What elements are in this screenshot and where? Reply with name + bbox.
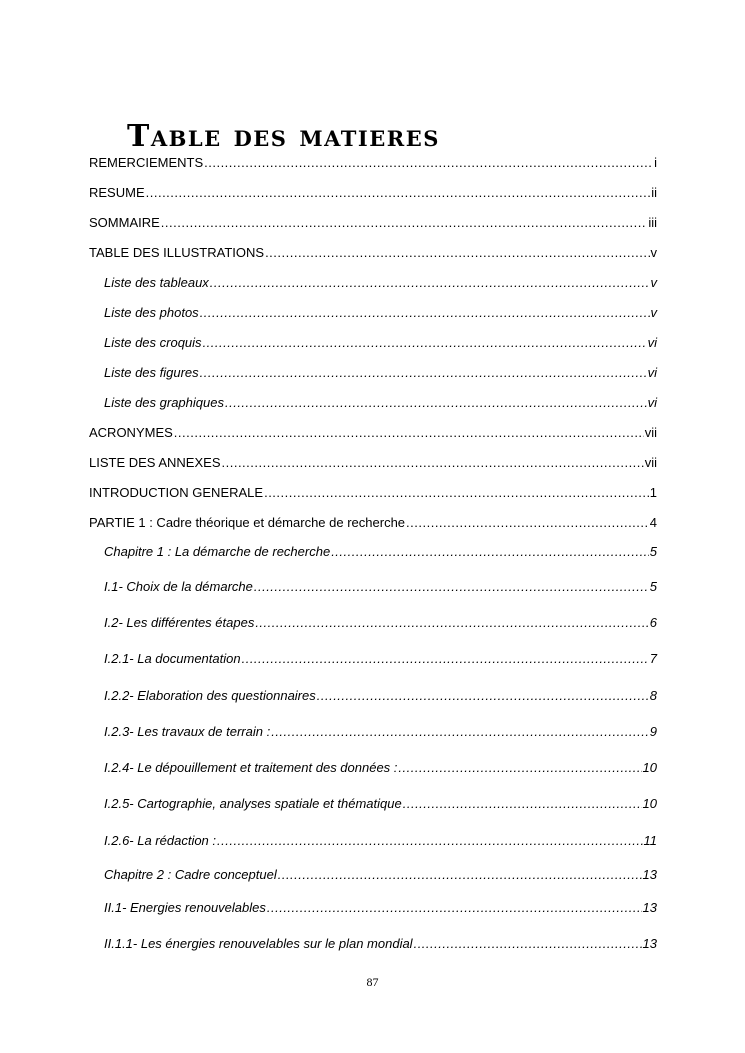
toc-entry[interactable] bbox=[89, 423, 657, 443]
toc-entry-label: I.2.6- La rédaction : bbox=[104, 833, 217, 848]
toc-entry[interactable] bbox=[89, 483, 657, 503]
toc-entry-page: vi bbox=[647, 365, 657, 380]
toc-entry-page: vii bbox=[644, 425, 657, 440]
toc-entry-label: I.2.4- Le dépouillement et traitement des données : bbox=[104, 760, 398, 775]
toc-subentry[interactable] bbox=[104, 649, 657, 669]
toc-dot-leader bbox=[241, 649, 649, 669]
toc-entry-page: 13 bbox=[642, 936, 657, 951]
toc-entry-page: iii bbox=[648, 215, 657, 230]
toc-entry-page: 8 bbox=[649, 688, 657, 703]
toc-entry-label: Liste des photos bbox=[104, 305, 199, 320]
toc-dot-leader bbox=[199, 363, 647, 383]
toc-subentry[interactable] bbox=[104, 831, 657, 851]
toc-dot-leader bbox=[263, 483, 649, 503]
toc-dot-leader bbox=[270, 722, 649, 742]
toc-dot-leader bbox=[405, 513, 649, 533]
toc-dot-leader bbox=[402, 794, 642, 814]
toc-dot-leader bbox=[160, 213, 648, 233]
toc-subentry[interactable] bbox=[104, 393, 657, 413]
toc-entry-label: I.2.5- Cartographie, analyses spatiale et thématique bbox=[104, 796, 402, 811]
toc-dot-leader bbox=[221, 453, 644, 473]
toc-title: Table des matieres bbox=[127, 119, 440, 155]
toc-dot-leader bbox=[202, 333, 647, 353]
toc-subentry[interactable] bbox=[104, 722, 657, 742]
toc-entry-label: II.1.1- Les énergies renouvelables sur le plan mondial bbox=[104, 936, 413, 951]
toc-subentry[interactable] bbox=[104, 363, 657, 383]
toc-dot-leader bbox=[224, 393, 647, 413]
toc-subentry[interactable] bbox=[104, 613, 657, 633]
toc-entry-label: Chapitre 1 : La démarche de recherche bbox=[104, 544, 331, 559]
toc-entry-page: vi bbox=[647, 335, 657, 350]
toc-entry-page: i bbox=[654, 155, 657, 170]
toc-subentry[interactable] bbox=[104, 303, 657, 323]
toc-entry-page: 6 bbox=[649, 615, 657, 630]
toc-subentry[interactable] bbox=[104, 686, 657, 706]
toc-entry-label: REMERCIEMENTS bbox=[89, 155, 204, 170]
toc-entry[interactable] bbox=[89, 453, 657, 473]
toc-dot-leader bbox=[266, 898, 642, 918]
toc-entry-label: ACRONYMES bbox=[89, 425, 173, 440]
toc-entry-label: Chapitre 2 : Cadre conceptuel bbox=[104, 867, 277, 882]
toc-subentry[interactable] bbox=[104, 577, 657, 597]
toc-dot-leader bbox=[413, 934, 642, 954]
toc-dot-leader bbox=[330, 542, 649, 562]
toc-dot-leader bbox=[203, 153, 653, 173]
toc-entry-page: 10 bbox=[642, 760, 657, 775]
toc-entry-page: ii bbox=[651, 185, 657, 200]
toc-subentry[interactable] bbox=[104, 934, 657, 954]
toc-entry-label: INTRODUCTION GENERALE bbox=[89, 485, 264, 500]
toc-entry-label: I.2.3- Les travaux de terrain : bbox=[104, 724, 271, 739]
toc-dot-leader bbox=[145, 183, 651, 203]
toc-entry-page: vii bbox=[644, 455, 657, 470]
toc-subentry[interactable] bbox=[104, 794, 657, 814]
toc-dot-leader bbox=[254, 613, 648, 633]
toc-entry-label: RESUME bbox=[89, 185, 145, 200]
toc-entry-label: PARTIE 1 : Cadre théorique et démarche de recherche bbox=[89, 515, 406, 530]
toc-entry-page: 5 bbox=[649, 544, 657, 559]
toc-entry-label: I.2.2- Elaboration des questionnaires bbox=[104, 688, 316, 703]
toc-entry-label: II.1- Energies renouvelables bbox=[104, 900, 266, 915]
toc-dot-leader bbox=[199, 303, 650, 323]
toc-entry-page: 10 bbox=[642, 796, 657, 811]
toc-entry-page: 4 bbox=[649, 515, 657, 530]
toc-dot-leader bbox=[209, 273, 650, 293]
toc-entry-page: 13 bbox=[642, 900, 657, 915]
toc-entry-page: vi bbox=[647, 395, 657, 410]
toc-subentry[interactable] bbox=[104, 758, 657, 778]
toc-entry[interactable] bbox=[89, 183, 657, 203]
toc-entry-label: Liste des graphiques bbox=[104, 395, 224, 410]
toc-subentry[interactable] bbox=[104, 333, 657, 353]
toc-subentry[interactable] bbox=[104, 542, 657, 562]
toc-dot-leader bbox=[173, 423, 644, 443]
toc-subentry[interactable] bbox=[104, 898, 657, 918]
toc-entry-page: v bbox=[650, 275, 657, 290]
toc-entry-page: v bbox=[650, 305, 657, 320]
toc-entry-page: 11 bbox=[643, 833, 657, 848]
toc-entry-page: 9 bbox=[649, 724, 657, 739]
toc-entry-label: Liste des tableaux bbox=[104, 275, 209, 290]
toc-entry[interactable] bbox=[89, 153, 657, 173]
toc-dot-leader bbox=[253, 577, 649, 597]
toc-entry[interactable] bbox=[89, 213, 657, 233]
toc-entry-label: I.2.1- La documentation bbox=[104, 651, 241, 666]
toc-entry-label: I.1- Choix de la démarche bbox=[104, 579, 253, 594]
toc-entry[interactable] bbox=[89, 513, 657, 533]
toc-dot-leader bbox=[264, 243, 649, 263]
toc-entry-label: TABLE DES ILLUSTRATIONS bbox=[89, 245, 265, 260]
toc-entry-page: 13 bbox=[642, 867, 657, 882]
toc-entry-page: v bbox=[650, 245, 657, 260]
toc-entry-label: SOMMAIRE bbox=[89, 215, 160, 230]
toc-entry-page: 1 bbox=[649, 485, 657, 500]
toc-dot-leader bbox=[277, 865, 642, 885]
toc-entry-label: Liste des figures bbox=[104, 365, 199, 380]
page-number: 87 bbox=[366, 975, 379, 989]
toc-dot-leader bbox=[216, 831, 642, 851]
toc-subentry[interactable] bbox=[104, 273, 657, 293]
toc-entry-page: 7 bbox=[649, 651, 657, 666]
toc-dot-leader bbox=[397, 758, 641, 778]
toc-entry[interactable] bbox=[89, 243, 657, 263]
toc-subentry[interactable] bbox=[104, 865, 657, 885]
toc-entry-label: LISTE DES ANNEXES bbox=[89, 455, 221, 470]
toc-dot-leader bbox=[316, 686, 649, 706]
toc-entry-label: Liste des croquis bbox=[104, 335, 202, 350]
toc-entry-page: 5 bbox=[649, 579, 657, 594]
toc-entry-label: I.2- Les différentes étapes bbox=[104, 615, 255, 630]
